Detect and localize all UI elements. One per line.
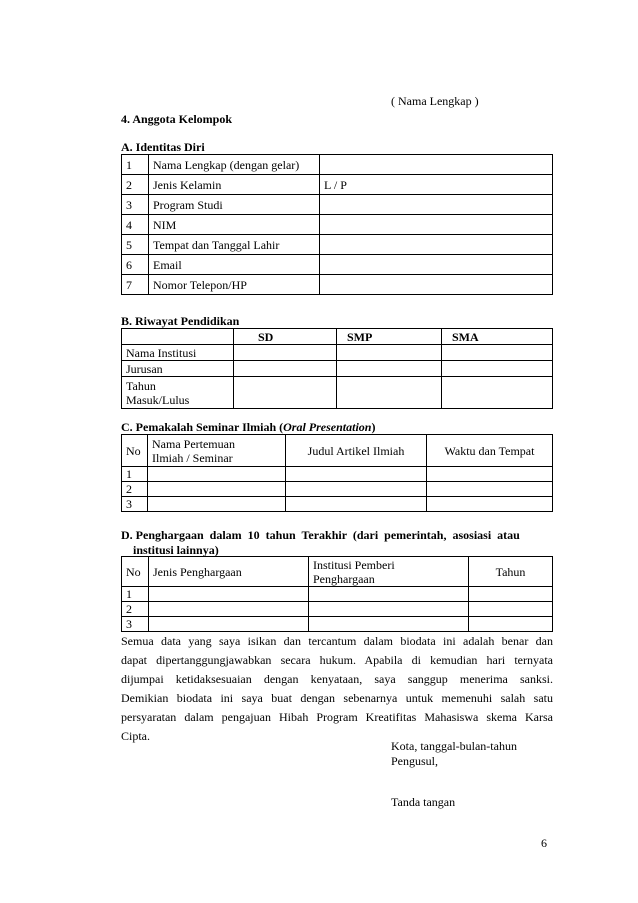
education-cell xyxy=(442,345,553,361)
identity-label-cell: Program Studi xyxy=(149,195,320,215)
seminar-title-suffix: ) xyxy=(371,420,376,434)
statement-line: dapat dipertanggungjawabkan secara hukum. Apabila di kemudian hari ternyata xyxy=(121,653,553,667)
identity-no-cell: 6 xyxy=(122,255,149,275)
seminar-cell xyxy=(148,467,286,482)
education-cell xyxy=(337,361,442,377)
identity-row xyxy=(122,195,553,215)
seminar-header-time: Waktu dan Tempat xyxy=(427,435,553,467)
seminar-row-no: 1 xyxy=(122,467,148,482)
seminar-cell xyxy=(286,467,427,482)
awards-row xyxy=(122,617,553,632)
seminar-cell xyxy=(286,482,427,497)
education-header-smp: SMP xyxy=(337,329,442,345)
signature-sign-label: Tanda tangan xyxy=(391,795,456,809)
identity-title: A. Identitas Diri xyxy=(121,140,205,154)
education-label-line2: Masuk/Lulus xyxy=(126,392,190,407)
seminar-table xyxy=(121,434,553,512)
education-header-sma: SMA xyxy=(442,329,553,345)
page-number: 6 xyxy=(541,836,547,850)
seminar-cell xyxy=(286,497,427,512)
seminar-title-prefix: C. Pemakalah Seminar Ilmiah ( xyxy=(121,420,284,434)
top-signature-name: ( Nama Lengkap ) xyxy=(391,94,479,108)
seminar-row xyxy=(122,482,553,497)
identity-label-cell: Nama Lengkap (dengan gelar) xyxy=(149,155,320,175)
education-row-label: Nama Institusi xyxy=(122,345,234,361)
awards-cell xyxy=(149,617,309,632)
identity-no-cell: 1 xyxy=(122,155,149,175)
seminar-row xyxy=(122,467,553,482)
section-heading: 4. Anggota Kelompok xyxy=(121,112,233,126)
awards-cell xyxy=(309,602,469,617)
identity-value-cell: L / P xyxy=(320,175,553,195)
signature-role: Pengusul, xyxy=(391,754,439,768)
identity-no-cell: 7 xyxy=(122,275,149,295)
seminar-header-name-line1: Nama Pertemuan xyxy=(152,436,235,451)
identity-row xyxy=(122,155,553,175)
seminar-cell xyxy=(148,482,286,497)
seminar-header-no: No xyxy=(122,435,148,467)
seminar-header-name xyxy=(148,435,286,467)
statement-line: Demikian biodata ini saya buat dengan sebenarnya untuk memenuhi salah satu xyxy=(121,691,553,705)
awards-header-inst-line2: Penghargaan xyxy=(313,571,375,586)
education-header-blank xyxy=(122,329,234,345)
awards-table xyxy=(121,556,553,632)
identity-label-cell: Jenis Kelamin xyxy=(149,175,320,195)
identity-no-cell: 3 xyxy=(122,195,149,215)
identity-row xyxy=(122,275,553,295)
seminar-cell xyxy=(427,467,553,482)
awards-row-no: 2 xyxy=(122,602,149,617)
identity-table xyxy=(121,154,553,295)
awards-row xyxy=(122,587,553,602)
seminar-header-name-line2: Ilmiah / Seminar xyxy=(152,450,233,465)
identity-value-cell xyxy=(320,215,553,235)
awards-cell xyxy=(469,587,553,602)
seminar-cell xyxy=(427,497,553,512)
identity-row xyxy=(122,255,553,275)
identity-label-cell: Email xyxy=(149,255,320,275)
awards-row xyxy=(122,602,553,617)
seminar-row xyxy=(122,497,553,512)
education-row-label: Jurusan xyxy=(122,361,234,377)
identity-no-cell: 4 xyxy=(122,215,149,235)
identity-value-cell xyxy=(320,195,553,215)
awards-header-year: Tahun xyxy=(469,557,553,587)
awards-cell xyxy=(469,617,553,632)
awards-header-no: No xyxy=(122,557,149,587)
identity-label-cell: Tempat dan Tanggal Lahir xyxy=(149,235,320,255)
statement-line: dijumpai ketidaksesuaian dengan kenyataan, saya sanggup menerima sanksi. xyxy=(121,672,553,686)
identity-label-cell: NIM xyxy=(149,215,320,235)
awards-cell xyxy=(309,617,469,632)
seminar-cell xyxy=(427,482,553,497)
seminar-row-no: 2 xyxy=(122,482,148,497)
seminar-title-italic: Oral Presentation xyxy=(283,420,372,434)
identity-no-cell: 2 xyxy=(122,175,149,195)
education-cell xyxy=(234,345,337,361)
seminar-title xyxy=(121,420,375,435)
awards-cell xyxy=(149,587,309,602)
identity-row xyxy=(122,175,553,195)
education-label-line1: Tahun xyxy=(126,378,156,393)
awards-header-award: Jenis Penghargaan xyxy=(149,557,309,587)
identity-label-cell: Nomor Telepon/HP xyxy=(149,275,320,295)
signature-city-date: Kota, tanggal-bulan-tahun xyxy=(391,739,517,753)
education-cell xyxy=(442,361,553,377)
education-title: B. Riwayat Pendidikan xyxy=(121,314,240,328)
awards-row-no: 1 xyxy=(122,587,149,602)
awards-cell xyxy=(469,602,553,617)
identity-row xyxy=(122,235,553,255)
awards-row-no: 3 xyxy=(122,617,149,632)
statement-line: Semua data yang saya isikan dan tercantum dalam biodata ini adalah benar dan xyxy=(121,634,553,648)
seminar-cell xyxy=(148,497,286,512)
statement-line: Cipta. xyxy=(121,729,150,743)
identity-row xyxy=(122,215,553,235)
awards-cell xyxy=(309,587,469,602)
identity-value-cell xyxy=(320,275,553,295)
statement-paragraph xyxy=(121,632,553,746)
identity-value-cell xyxy=(320,155,553,175)
education-cell xyxy=(234,377,337,409)
education-cell xyxy=(234,361,337,377)
awards-title-line2: institusi lainnya) xyxy=(133,543,219,557)
education-table xyxy=(121,328,553,409)
education-cell xyxy=(337,345,442,361)
statement-line: persyaratan dalam pengajuan Hibah Program Kreatifitas Mahasiswa skema Karsa xyxy=(121,710,553,724)
identity-no-cell: 5 xyxy=(122,235,149,255)
education-row-label xyxy=(122,377,234,409)
education-header-sd: SD xyxy=(234,329,337,345)
education-cell xyxy=(442,377,553,409)
identity-value-cell xyxy=(320,235,553,255)
awards-cell xyxy=(149,602,309,617)
identity-value-cell xyxy=(320,255,553,275)
seminar-row-no: 3 xyxy=(122,497,148,512)
awards-title-line1: D. Penghargaan dalam 10 tahun Terakhir (dari pemerintah, asosiasi atau xyxy=(121,528,520,542)
seminar-header-article: Judul Artikel Ilmiah xyxy=(286,435,427,467)
awards-header-inst-line1: Institusi Pemberi xyxy=(313,557,395,572)
education-cell xyxy=(337,377,442,409)
awards-header-institution xyxy=(309,557,469,587)
